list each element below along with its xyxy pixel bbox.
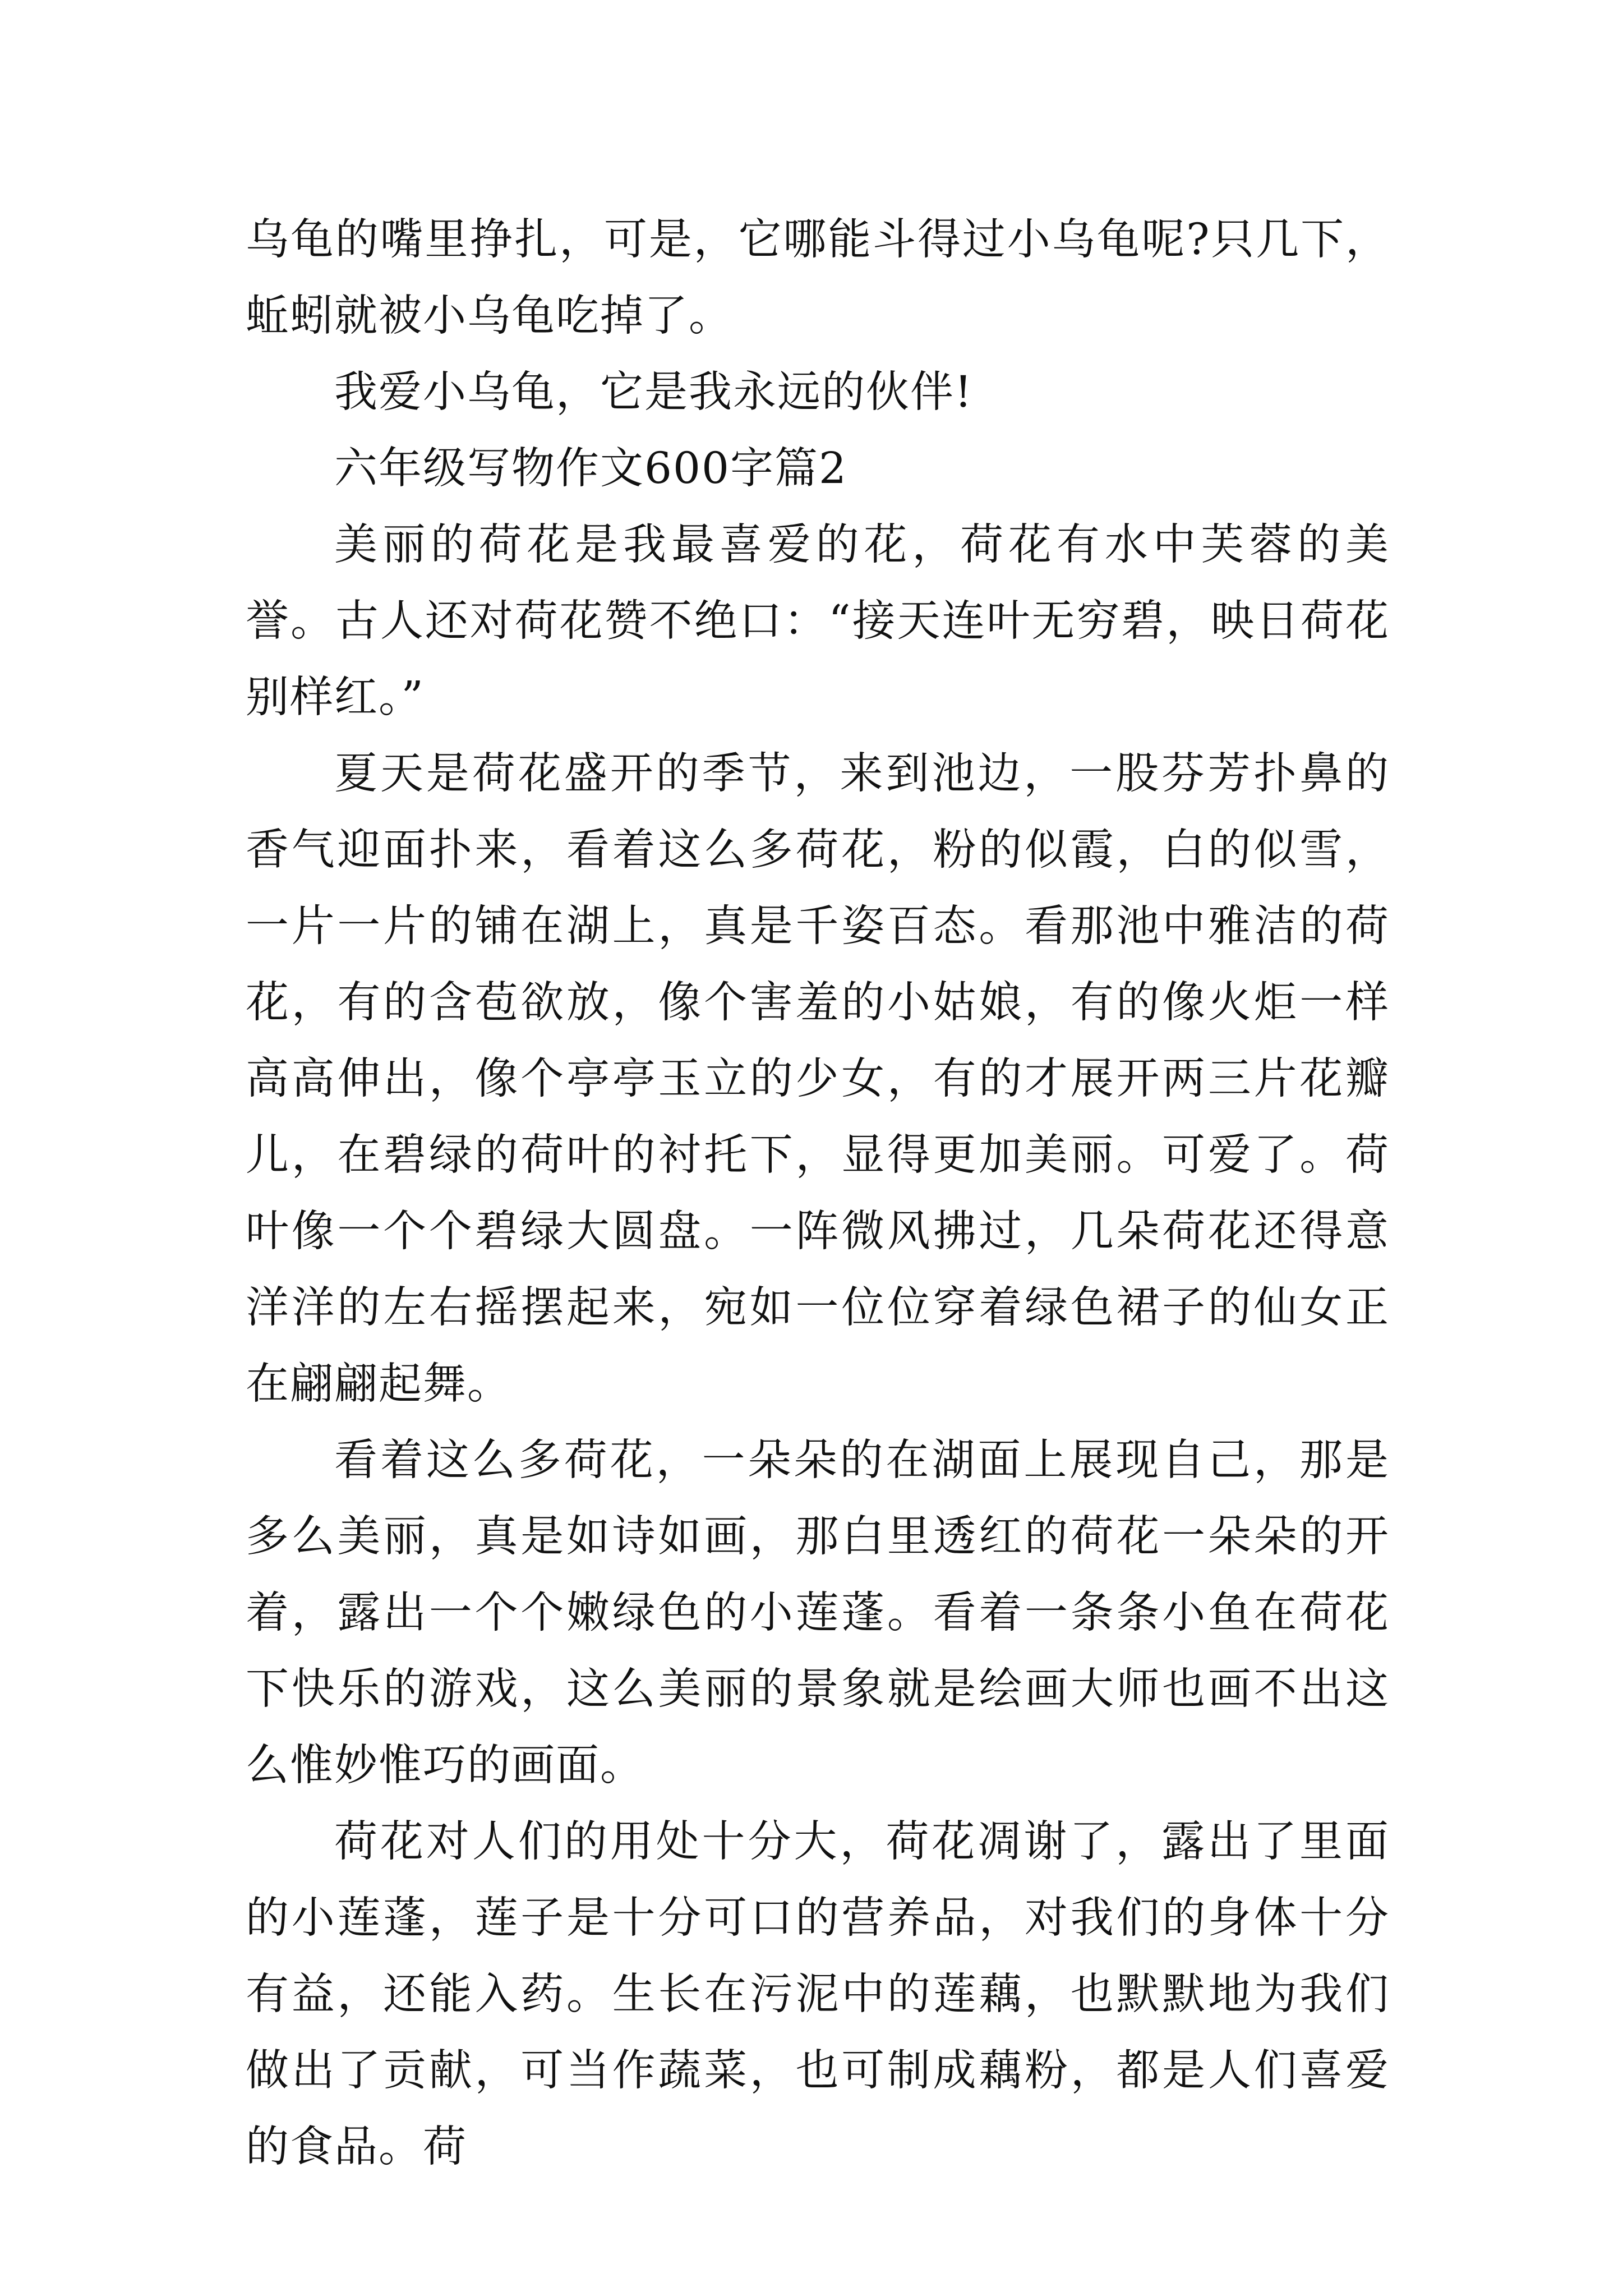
paragraph-summer: 夏天是荷花盛开的季节，来到池边，一股芬芳扑鼻的香气迎面扑来，看着这么多荷花，粉的似霞，白的似雪，一片一片的铺在湖上，真是千姿百态。看那池中雅洁的荷花，有的含苞欲放，像个害羞的小姑娘，有的像火炬一样高高伸出，像个亭亭玉立的少女，有的才展开两三片花瓣儿，在碧绿的荷叶的衬托下，显得更加美丽。可爱了。荷叶像一个个碧绿大圆盘。一阵微风拂过，几朵荷花还得意洋洋的左右摇摆起来，宛如一位位穿着绿色裙子的仙女正在翩翩起舞。	[246, 749, 1390, 1409]
document-body	[246, 202, 1390, 2185]
essay-heading: 六年级写物作文600字篇2	[334, 444, 847, 494]
paragraph-continuation: 乌龟的嘴里挣扎，可是，它哪能斗得过小乌龟呢?只几下，蚯蚓就被小乌龟吃掉了。	[246, 215, 1390, 341]
paragraph-closing-line: 我爱小乌龟，它是我永远的伙伴!	[334, 367, 973, 417]
paragraph-intro: 美丽的荷花是我最喜爱的花，荷花有水中芙蓉的美誉。古人还对荷花赞不绝口：“接天连叶无穷碧，映日荷花别样红。”	[246, 520, 1390, 723]
paragraph-lake: 看着这么多荷花，一朵朵的在湖面上展现自己，那是多么美丽，真是如诗如画，那白里透红的荷花一朵朵的开着，露出一个个嫩绿色的小莲蓬。看着一条条小鱼在荷花下快乐的游戏，这么美丽的景象就是绘画大师也画不出这么惟妙惟巧的画面。	[246, 1435, 1390, 1791]
paragraph-uses: 荷花对人们的用处十分大，荷花凋谢了，露出了里面的小莲蓬，莲子是十分可口的营养品，对我们的身体十分有益，还能入药。生长在污泥中的莲藕，也默默地为我们做出了贡献，可当作蔬菜，也可制成藕粉，都是人们喜爱的食品。荷	[246, 1817, 1390, 2172]
